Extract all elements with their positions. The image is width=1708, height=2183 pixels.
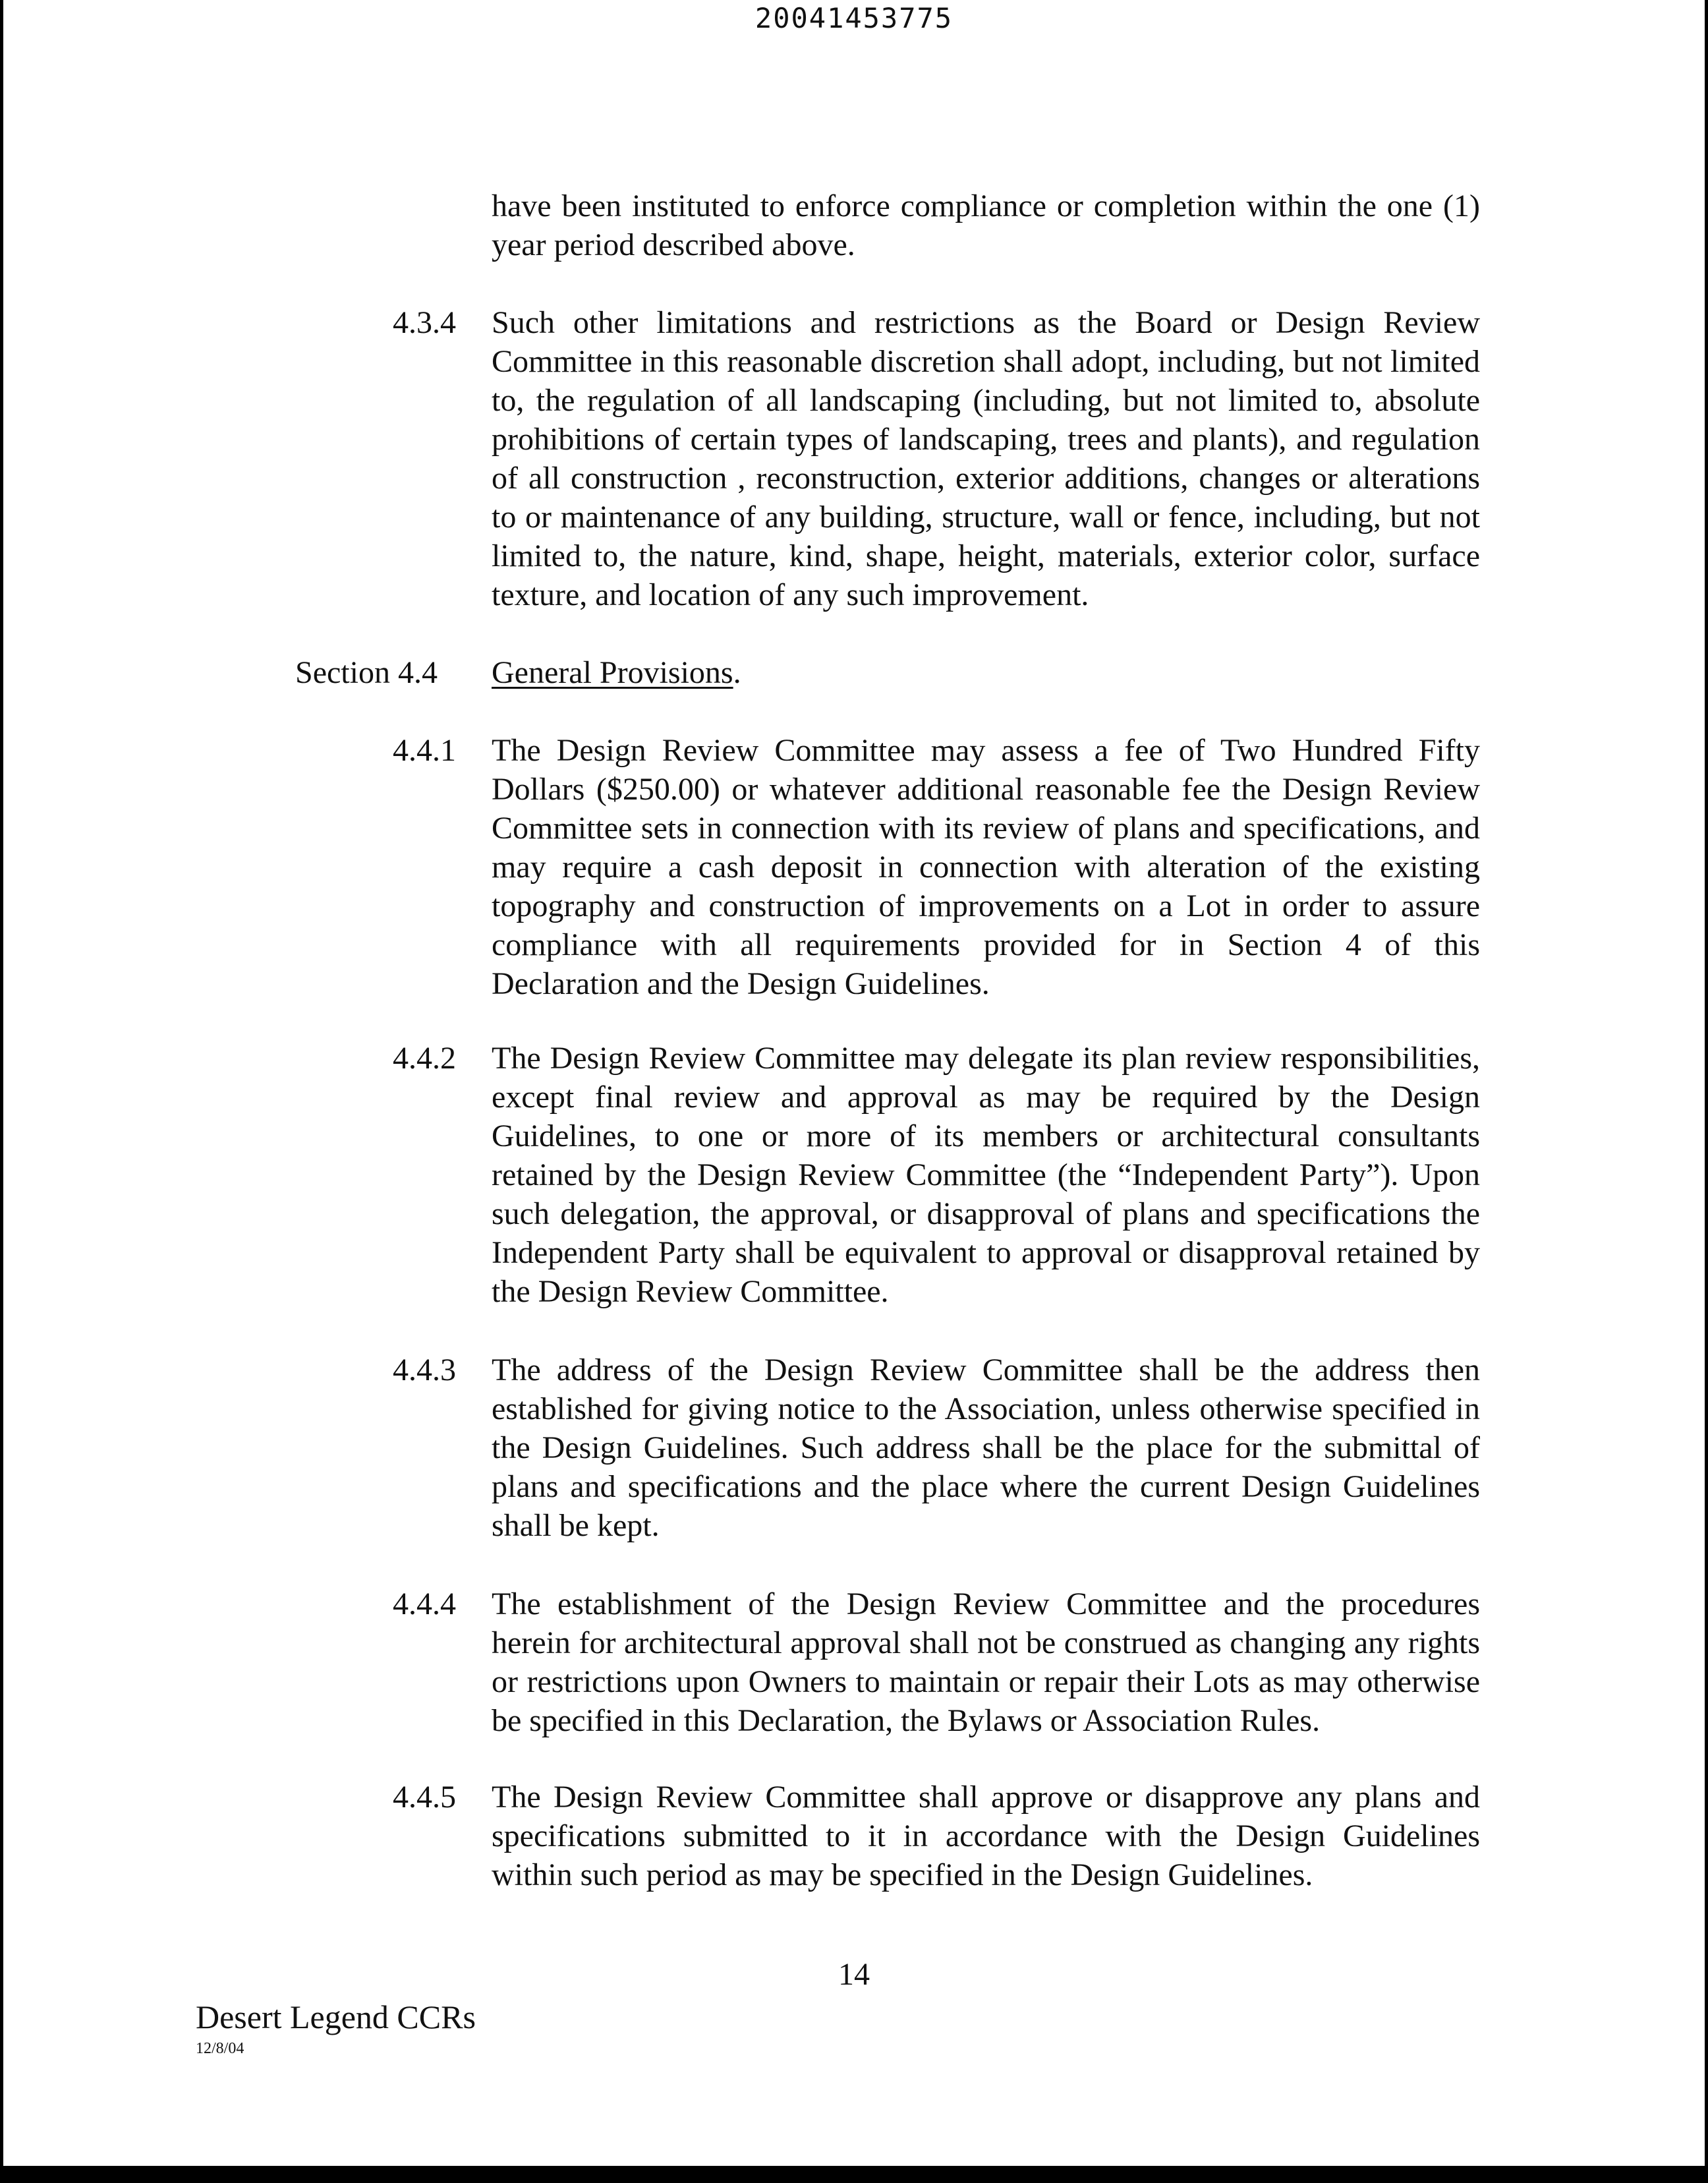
paragraph-4-4-5: The Design Review Committee shall approve or disapprove any plans and specifications submitted to it in accordance with the Design Guidelines within such period as may be specified in the Design Guidelines. bbox=[492, 1780, 1480, 1892]
section-label-4-4: Section 4.4 bbox=[295, 655, 438, 690]
page-number: 14 bbox=[838, 1957, 870, 1992]
section-title-4-4 bbox=[492, 653, 1480, 692]
paragraph-number-4-4-1: 4.4.1 bbox=[393, 733, 456, 768]
document-number: 20041453775 bbox=[754, 2, 954, 34]
paragraph-number-4-4-4: 4.4.4 bbox=[393, 1586, 456, 1621]
section-title-text: General Provisions bbox=[492, 655, 733, 690]
section-title-period: . bbox=[733, 655, 741, 690]
paragraph-4-3-4: Such other limitations and restrictions as the Board or Design Review Committee in this reasonable discretion shall adopt, including, but not limited to, the regulation of all landscaping (including, but not limited to, absolute prohibitions of certain types of landscaping, trees and plants), and regulation of all construction , reconstruction, exterior additions, changes or alterations to or maintenance of any building, structure, wall or fence, including, but not limited to, the nature, kind, shape, height, materials, exterior color, surface texture, and location of any such improvement. bbox=[492, 305, 1480, 612]
continuation-paragraph: have been instituted to enforce compliance or completion within the one (1) year period described above. bbox=[492, 189, 1480, 262]
scan-border-right bbox=[1705, 0, 1708, 2183]
paragraph-number-4-4-5: 4.4.5 bbox=[393, 1780, 456, 1815]
scan-border-left bbox=[0, 0, 3, 2183]
paragraph-4-4-4: The establishment of the Design Review Committee and the procedures herein for architectural approval shall not be construed as changing any rights or restrictions upon Owners to maintain or repair their Lots as may otherwise be specified in this Declaration, the Bylaws or Association Rules. bbox=[492, 1586, 1480, 1738]
paragraph-4-4-3: The address of the Design Review Committee shall be the address then established for giving notice to the Association, unless otherwise specified in the Design Guidelines. Such address shall be the place for the submittal of plans and specifications and the place where the current Design Guidelines shall be kept. bbox=[492, 1353, 1480, 1543]
paragraph-4-4-2: The Design Review Committee may delegate its plan review responsibilities, except final review and approval as may be required by the Design Guidelines, to one or more of its members or architectural consultants retained by the Design Review Committee (the “Independent Party”). Upon such delegation, the approval, or disapproval of plans and specifications the Independent Party shall be equivalent to approval or disapproval retained by the Design Review Committee. bbox=[492, 1041, 1480, 1309]
scan-border-bottom bbox=[0, 2166, 1708, 2183]
paragraph-number-4-4-3: 4.4.3 bbox=[393, 1353, 456, 1387]
paragraph-number-4-3-4: 4.3.4 bbox=[393, 305, 456, 340]
paragraph-4-4-1: The Design Review Committee may assess a fee of Two Hundred Fifty Dollars ($250.00) or whatever additional reasonable fee the Design Review Committee sets in connection with its review of plans and specifications, and may require a cash deposit in connection with alteration of the existing topography and construction of improvements on a Lot in order to assure compliance with all requirements provided for in Section 4 of this Declaration and the Design Guidelines. bbox=[492, 733, 1480, 1001]
paragraph-number-4-4-2: 4.4.2 bbox=[393, 1041, 456, 1076]
footer-document-title: Desert Legend CCRs bbox=[196, 1998, 476, 2035]
footer-date: 12/8/04 bbox=[196, 2040, 244, 2057]
